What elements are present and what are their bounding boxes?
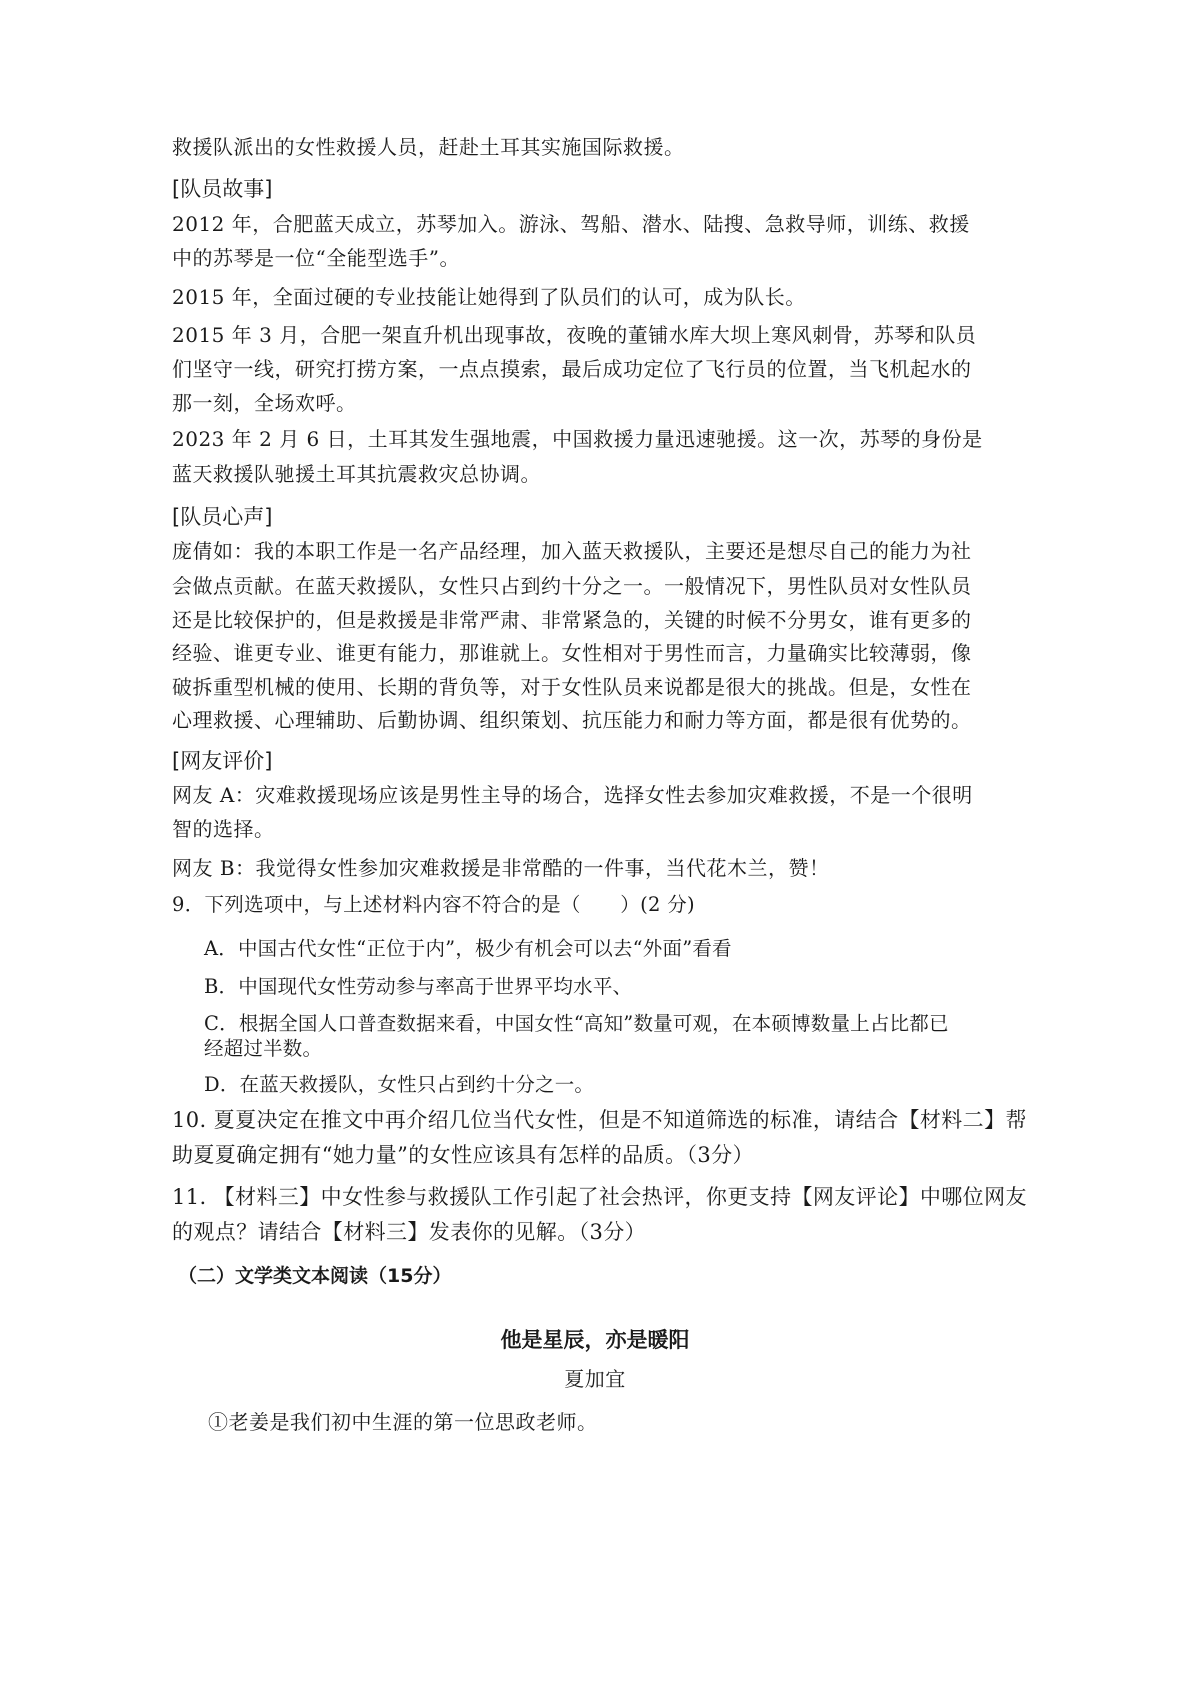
story-p4-line-2: 蓝天救援队驰援土耳其抗震救灾总协调。 xyxy=(172,462,541,486)
question-9-option-c-line-1: C．根据全国人口普查数据来看，中国女性“高知”数量可观，在本硕博数量上占比都已 xyxy=(204,1012,949,1035)
section-2-heading: （二）文学类文本阅读（15分） xyxy=(178,1265,452,1287)
voice-line-4: 经验、谁更专业、谁更有能力，那谁就上。女性相对于男性而言，力量确实比较薄弱，像 xyxy=(172,641,972,665)
story-p3-line-2: 们坚守一线，研究打捞方案，一点点摸索，最后成功定位了飞行员的位置，当飞机起水的 xyxy=(172,357,972,381)
story-p1-line-1: 2012 年，合肥蓝天成立，苏琴加入。游泳、驾船、潜水、陆搜、急救导师，训练、救援 xyxy=(172,212,970,236)
comments-heading: [网友评价] xyxy=(172,749,273,773)
story-p3-line-3: 那一刻，全场欢呼。 xyxy=(172,391,357,415)
question-9-option-a: A．中国古代女性“正位于内”，极少有机会可以去“外面”看看 xyxy=(204,937,732,960)
question-11-line-1: 11. 【材料三】中女性参与救援队工作引起了社会热评，你更支持【网友评论】中哪位网友 xyxy=(172,1185,1027,1209)
article-title: 他是星辰，亦是暖阳 xyxy=(500,1328,690,1352)
voice-line-6: 心理救援、心理辅助、后勤协调、组织策划、抗压能力和耐力等方面，都是很有优势的。 xyxy=(172,708,972,732)
question-9-option-d: D．在蓝天救援队，女性只占到约十分之一。 xyxy=(204,1073,595,1096)
question-9-stem: 9．下列选项中，与上述材料内容不符合的是（ ）(2 分) xyxy=(172,893,695,916)
story-p3-line-1: 2015 年 3 月，合肥一架直升机出现事故，夜晚的董铺水库大坝上寒风刺骨，苏琴和队员 xyxy=(172,323,977,347)
question-10-line-1: 10. 夏夏决定在推文中再介绍几位当代女性，但是不知道筛选的标准，请结合【材料二】帮 xyxy=(172,1108,1027,1132)
comment-b-line-1: 网友 B：我觉得女性参加灾难救援是非常酷的一件事，当代花木兰，赞！ xyxy=(172,856,830,880)
question-9-option-c-line-2: 经超过半数。 xyxy=(204,1037,323,1060)
voice-line-2: 会做点贡献。在蓝天救援队，女性只占到约十分之一。一般情况下，男性队员对女性队员 xyxy=(172,574,972,598)
story-p4-line-1: 2023 年 2 月 6 日，土耳其发生强地震，中国救援力量迅速驰援。这一次，苏琴的身份是 xyxy=(172,427,983,451)
voice-line-1: 庞倩如：我的本职工作是一名产品经理，加入蓝天救援队，主要还是想尽自己的能力为社 xyxy=(172,539,972,563)
voice-heading: [队员心声] xyxy=(172,505,273,529)
story-p1-line-2: 中的苏琴是一位“全能型选手”。 xyxy=(172,246,460,270)
article-paragraph-1: ①老姜是我们初中生涯的第一位思政老师。 xyxy=(208,1410,598,1434)
question-9-option-b: B．中国现代女性劳动参与率高于世界平均水平、 xyxy=(204,975,633,998)
story-p2-line-1: 2015 年，全面过硬的专业技能让她得到了队员们的认可，成为队长。 xyxy=(172,285,806,309)
question-10-line-2: 助夏夏确定拥有“她力量”的女性应该具有怎样的品质。（3分） xyxy=(172,1143,754,1167)
article-author: 夏加宜 xyxy=(564,1367,626,1391)
voice-line-3: 还是比较保护的，但是救援是非常严肃、非常紧急的，关键的时候不分男女，谁有更多的 xyxy=(172,608,972,632)
comment-a-line-2: 智的选择。 xyxy=(172,817,275,841)
question-11-line-2: 的观点？请结合【材料三】发表你的见解。（3分） xyxy=(172,1220,647,1244)
intro-line-1: 救援队派出的女性救援人员，赶赴土耳其实施国际救援。 xyxy=(172,135,685,159)
story-heading: [队员故事] xyxy=(172,177,273,201)
comment-a-line-1: 网友 A：灾难救援现场应该是男性主导的场合，选择女性去参加灾难救援，不是一个很明 xyxy=(172,783,973,807)
voice-line-5: 破拆重型机械的使用、长期的背负等，对于女性队员来说都是很大的挑战。但是，女性在 xyxy=(172,675,972,699)
